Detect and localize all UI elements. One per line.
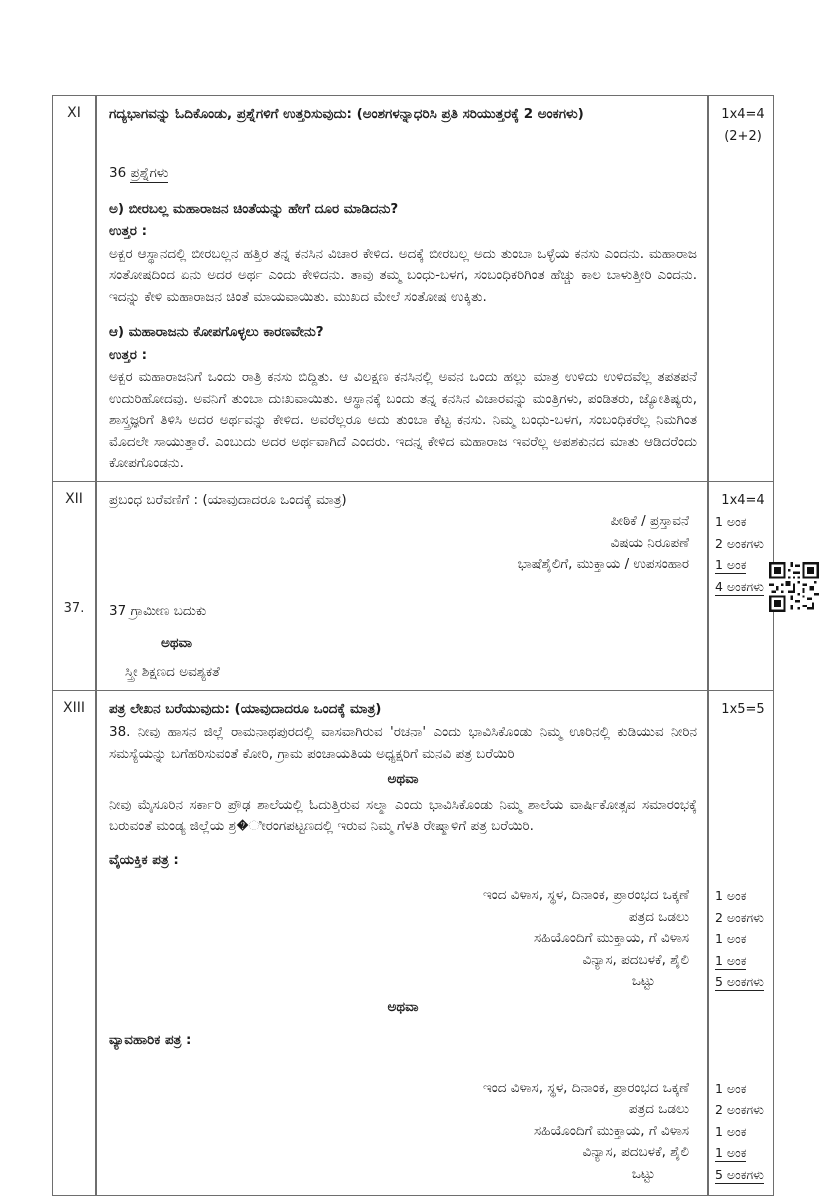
business-letter-label: ವ್ಯಾವಹಾರಿಕ ಪತ್ರ :	[109, 1032, 192, 1048]
section-xi	[53, 96, 773, 481]
mark-value: 5 ಅಂಕಗಳು	[715, 1166, 764, 1182]
mark-value: 1 ಅಂಕ	[715, 1145, 747, 1160]
answer-aa: ಅಕ್ಬರ ಮಹಾರಾಜನಿಗೆ ಒಂದು ರಾತ್ರಿ ಕನಸು ಬಿದ್ದಿತು. ಆ ವಿಲಕ್ಷಣ ಕನಸಿನಲ್ಲಿ ಅವನ ಒಂದು ಹಲ್ಲು ಮಾತ್ರ ಉಳಿದು ಉಳಿದವೆಲ್ಲ ತಪತಪನೆ ಉದುರಿಹೋದವು. ಅವನಿಗೆ ತುಂಬಾ ದುಃಖವಾಯಿತು. ಆಸ್ಥಾನಕ್ಕೆ ಬಂದು ತನ್ನ ಕನಸಿನ ವಿಚಾರವನ್ನು ಮಂತ್ರಿಗಳು, ಪಂಡಿತರು, ಜ್ಯೋತಿಷ್ಯರು, ಶಾಸ್ತ್ರಜ್ಞರಿಗೆ ತಿಳಿಸಿ ಅದರ ಅರ್ಥವನ್ನು ಕೇಳಿದ. ಅವರೆಲ್ಲರೂ ಅದು ತುಂಬಾ ಕೆಟ್ಟ ಕನಸು. ನಿಮ್ಮ ಬಂಧು-ಬಳಗ, ಸಂಬಂಧಿಕರೆಲ್ಲ ನಿಮಗಿಂತ ಮೊದಲೇ ಸಾಯುತ್ತಾರೆ. ಎಂಬುದು ಅದರ ಅರ್ಥವಾಗಿದೆ ಎಂದರು. ಇದನ್ನ ಕೇಳಿದ ಮಹಾರಾಜ ಇವರೆಲ್ಲ ಅಪಶಕುನದ ಮಾತು ಆಡಿದರೆಂದು ಕೋಪಗೊಂಡನು.	[109, 369, 697, 471]
roman-numeral-xi: XI	[67, 105, 81, 121]
section-xii-marks-total: 1x4=4	[721, 492, 765, 508]
answer-label-aa: ಉತ್ತರ :	[109, 346, 148, 363]
section-xii-header: ಪ್ರಬಂಧ ಬರೆವಣಿಗೆ : (ಯಾವುದಾದರೂ ಒಂದಕ್ಕೆ ಮಾತ್ರ)	[109, 491, 347, 508]
or-label: ಅಥವಾ	[387, 771, 419, 787]
business-letter-marks	[709, 1056, 773, 1196]
mark-value: 1 ಅಂಕ	[715, 1080, 747, 1096]
section-xi-header: ಗದ್ಯಭಾಗವನ್ನು ಓದಿಕೊಂಡು, ಪ್ರಶ್ನೆಗಳಿಗೆ ಉತ್ತರಿಸುವುದು: (ಅಂಶಗಳನ್ನಾಧರಿಸಿ ಪ್ರತಿ ಸರಿಯುತ್ತರಕ್ಕೆ 2 ಅಂಕಗಳು)	[109, 106, 584, 122]
mark-value: 1 ಅಂಕ	[715, 557, 747, 572]
column-divider-right	[707, 96, 709, 1195]
letter-question-alt: ನೀವು ಮೈಸೂರಿನ ಸರ್ಕಾರಿ ಪ್ರೌಢ ಶಾಲೆಯಲ್ಲಿ ಓದುತ್ತಿರುವ ಸಲ್ಮಾ ಎಂದು ಭಾವಿಸಿಕೊಂಡು ನಿಮ್ಮ ಶಾಲೆಯ ವಾರ್ಷಿಕೋತ್ಸವ ಸಮಾರಂಭಕ್ಕೆ ಬರುವಂತೆ ಮಂಡ್ಯ ಜಿಲ್ಲೆಯ ಶ್ರ�ೀರಂಗಪಟ್ಟಣದಲ್ಲಿ ಇರುವ ನಿಮ್ಮ ಗೆಳತಿ ರೇಷ್ಮಾಳಿಗೆ ಪತ್ರ ಬರೆಯಿರಿ.	[109, 796, 697, 834]
qr-code	[768, 562, 820, 612]
scheme-line: ಇಂದ ವಿಳಾಸ, ಸ್ಥಳ, ದಿನಾಂಕ, ಪ್ರಾರಂಭದ ಒಕ್ಕಣೆ	[482, 1079, 689, 1096]
question-36-title	[109, 163, 697, 185]
scheme-line: ಭಾಷೆಶೈಲಿಗೆ, ಮುಕ್ತಾಯ / ಉಪಸಂಹಾರ	[517, 556, 689, 572]
essay-topic-1: 37 ಗ್ರಾಮೀಣ ಬದುಕು	[109, 603, 207, 619]
question-a: ಅ) ಬೀರಬಲ್ಲ ಮಹಾರಾಜನ ಚಿಂತೆಯನ್ನು ಹೇಗೆ ದೂರ ಮಾಡಿದನು?	[109, 200, 399, 217]
exam-table	[52, 95, 774, 1196]
section-xiii-marks-total: 1x5=5	[721, 701, 765, 717]
mark-value: 5 ಅಂಕಗಳು	[715, 974, 764, 989]
essay-scheme-marks	[709, 511, 773, 597]
personal-letter-label: ವೈಯಕ್ತಿಕ ಪತ್ರ :	[109, 851, 179, 868]
mark-value: 1 ಅಂಕ	[715, 931, 747, 946]
mark-value: 2 ಅಂಕಗಳು	[715, 1102, 764, 1117]
scheme-line: ಸಹಿಯೊಂದಿಗೆ ಮುಕ್ತಾಯ, ಗೆ ವಿಳಾಸ	[534, 930, 689, 946]
column-divider-left	[95, 96, 97, 1195]
question-aa: ಆ) ಮಹಾರಾಜನು ಕೋಪಗೊಳ್ಳಲು ಕಾರಣವೇನು?	[109, 324, 324, 340]
marks-split: (2+2)	[724, 128, 762, 144]
mark-value: 2 ಅಂಕಗಳು	[715, 535, 764, 551]
section-xiii-header: ಪತ್ರ ಲೇಖನ ಬರೆಯುವುದು: (ಯಾವುದಾದರೂ ಒಂದಕ್ಕೆ ಮಾತ್ರ)	[109, 700, 382, 717]
mark-value: 1 ಅಂಕ	[715, 888, 747, 903]
mark-value: 4 ಅಂಕಗಳು	[715, 578, 764, 594]
mark-value: 1 ಅಂಕ	[715, 514, 747, 529]
side-question-number-37: 37.	[63, 601, 85, 616]
roman-numeral-xiii: XIII	[63, 699, 85, 716]
roman-numeral-xii: XII	[65, 490, 83, 507]
scheme-line: ವಿನ್ಯಾಸ, ಪದಬಳಕೆ, ಶೈಲಿ	[582, 951, 689, 968]
scheme-line: ವಿಷಯ ನಿರೂಪಣೆ	[610, 534, 689, 551]
marks-total: 1x4=4	[721, 107, 765, 122]
scheme-line: ಇಂದ ವಿಳಾಸ, ಸ್ಥಳ, ದಿನಾಂಕ, ಪ್ರಾರಂಭದ ಒಕ್ಕಣೆ	[482, 887, 689, 903]
scheme-line: ಪತ್ರದ ಒಡಲು	[628, 908, 689, 925]
scheme-line: ಪೀಠಿಕೆ / ಪ್ರಸ್ತಾವನೆ	[610, 513, 689, 529]
personal-letter-scheme	[95, 875, 709, 993]
section-xii	[53, 481, 773, 690]
mark-value: 2 ಅಂಕಗಳು	[715, 909, 764, 925]
section-xi-marks	[709, 96, 773, 147]
scheme-line-total: ಒಟ್ಟು	[631, 1165, 655, 1182]
scheme-line: ಪತ್ರದ ಒಡಲು	[628, 1101, 689, 1117]
scheme-line: ಸಹಿಯೊಂದಿಗೆ ಮುಕ್ತಾಯ, ಗೆ ವಿಳಾಸ	[534, 1122, 689, 1139]
business-letter-scheme	[95, 1056, 709, 1196]
essay-scheme	[95, 511, 709, 597]
section-xiii	[53, 690, 773, 1196]
or-label: ಅಥವಾ	[387, 998, 419, 1015]
scheme-line: ವಿನ್ಯಾಸ, ಪದಬಳಕೆ, ಶೈಲಿ	[582, 1144, 689, 1160]
mark-value: 1 ಅಂಕ	[715, 1123, 747, 1139]
question-label: ಪ್ರಶ್ನೆಗಳು	[130, 165, 169, 181]
essay-topic-2: ಸ್ತ್ರೀ ಶಿಕ್ಷಣದ ಅವಶ್ಯಕತೆ	[125, 664, 220, 680]
answer-label-a: ಉತ್ತರ :	[109, 223, 148, 239]
question-number: 36	[109, 165, 127, 181]
scheme-line-total: ಒಟ್ಟು	[631, 973, 655, 989]
or-label: ಅಥವಾ	[161, 634, 193, 651]
mark-value: 1 ಅಂಕ	[715, 952, 747, 968]
personal-letter-marks	[709, 875, 773, 993]
answer-a: ಅಕ್ಬರ ಆಸ್ಥಾನದಲ್ಲಿ ಬೀರಬಲ್ಲನ ಹತ್ತಿರ ತನ್ನ ಕನಸಿನ ವಿಚಾರ ಕೇಳಿದ. ಅದಕ್ಕೆ ಬೀರಬಲ್ಲ ಅದು ತುಂಬಾ ಒಳ್ಳೆಯ ಕನಸು ಎಂದನು. ಮಹಾರಾಜ ಸಂತೋಷದಿಂದ ಏನು ಅದರ ಅರ್ಥ ಎಂದು ಕೇಳಿದನು. ತಾವು ತಮ್ಮ ಬಂಧು-ಬಳಗ, ಸಂಬಂಧಿಕರಿಗಿಂತ ಹೆಚ್ಚು ಕಾಲ ಬಾಳುತ್ತೀರಿ ಎಂದನು. ಇದನ್ನು ಕೇಳಿ ಮಹಾರಾಜನ ಚಿಂತೆ ಮಾಯವಾಯಿತು. ಮುಖದ ಮೇಲೆ ಸಂತೋಷ ಉಕ್ಕಿತು.	[109, 245, 697, 305]
letter-question-38: 38. ನೀವು ಹಾಸನ ಜಿಲ್ಲೆ ರಾಮನಾಥಪುರದಲ್ಲಿ ವಾಸವಾಗಿರುವ 'ರಚನಾ' ಎಂದು ಭಾವಿಸಿಕೊಂಡು ನಿಮ್ಮ ಊರಿನಲ್ಲಿ ಕುಡಿಯುವ ನೀರಿನ ಸಮಸ್ಯೆಯನ್ನು ಬಗೆಹರಿಸುವಂತೆ ಕೋರಿ, ಗ್ರಾಮ ಪಂಚಾಯತಿಯ ಅಧ್ಯಕ್ಷರಿಗೆ ಮನವಿ ಪತ್ರ ಬರೆಯಿರಿ	[109, 724, 697, 762]
